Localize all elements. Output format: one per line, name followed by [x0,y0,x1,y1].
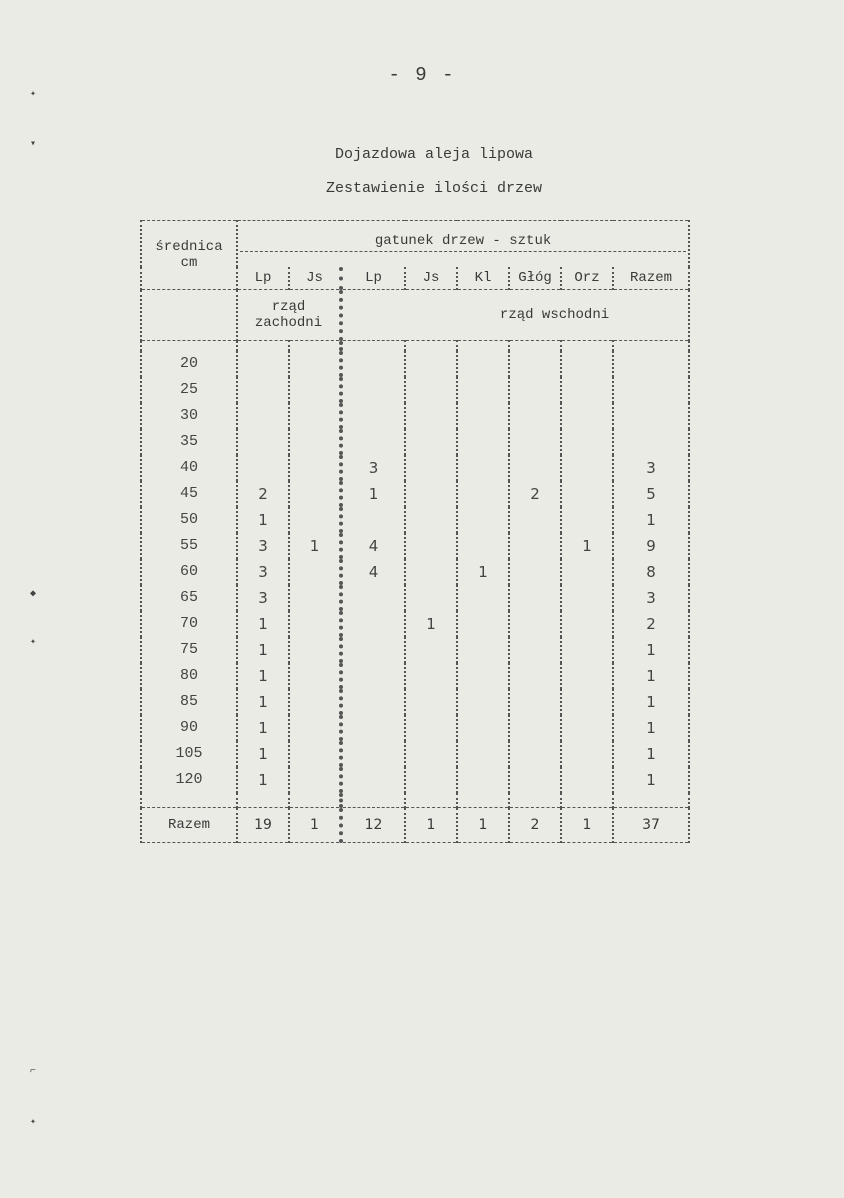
table-row [141,481,689,507]
table-row [141,377,689,403]
count-cell [341,741,405,767]
count-cell [405,533,457,559]
total-cell: 12 [341,808,405,843]
count-cell [341,637,405,663]
diameter-cell: 45 [141,481,237,507]
table-row [141,507,689,533]
diameter-cell: 50 [141,507,237,533]
count-cell [457,403,509,429]
count-cell [509,663,561,689]
total-row [141,808,689,843]
count-cell [457,585,509,611]
diameter-cell: 60 [141,559,237,585]
total-cell: 2 [509,808,561,843]
table-row [141,585,689,611]
count-cell [457,351,509,377]
count-cell [405,741,457,767]
diameter-cell: 75 [141,637,237,663]
count-cell [405,559,457,585]
count-cell: 1 [289,533,341,559]
diameter-unit: cm [180,255,198,271]
count-cell [289,715,341,741]
count-cell: 1 [237,637,289,663]
count-cell: 3 [237,533,289,559]
count-cell [561,767,613,793]
margin-mark: ✦ [30,89,37,100]
table-row [141,689,689,715]
table-row [141,741,689,767]
table-row [141,611,689,637]
count-cell [561,455,613,481]
count-cell [457,533,509,559]
col-header-lp-east: Lp [341,267,405,290]
count-cell: 1 [237,663,289,689]
total-cell: 37 [613,808,689,843]
document-title: Dojazdowa aleja lipowa [334,146,534,163]
count-cell: 3 [237,559,289,585]
count-cell [561,689,613,715]
count-cell: 1 [613,715,689,741]
count-cell [457,741,509,767]
diameter-header [141,221,237,290]
count-cell [509,611,561,637]
count-cell [509,403,561,429]
count-cell [613,377,689,403]
count-cell [561,663,613,689]
count-cell [509,429,561,455]
count-cell: 2 [509,481,561,507]
margin-mark: ✦ [30,1117,37,1128]
diameter-cell: 20 [141,351,237,377]
diameter-cell: 65 [141,585,237,611]
count-cell [289,403,341,429]
count-cell [341,377,405,403]
count-cell [237,455,289,481]
count-cell: 1 [237,741,289,767]
count-cell [561,611,613,637]
diameter-cell: 25 [141,377,237,403]
count-cell [405,689,457,715]
count-cell: 4 [341,559,405,585]
margin-mark: ◆ [30,589,37,600]
count-cell [561,741,613,767]
count-cell [341,585,405,611]
count-cell [341,767,405,793]
count-cell [457,481,509,507]
row-east-label: rząd wschodni [341,290,689,341]
count-cell: 3 [341,455,405,481]
col-header-lp-west: Lp [237,267,289,290]
col-header-razem: Razem [613,267,689,290]
count-cell [341,611,405,637]
count-cell: 1 [613,637,689,663]
total-cell: 1 [289,808,341,843]
diameter-cell: 80 [141,663,237,689]
row-west-label: rząd zachodni [237,290,341,341]
count-cell [289,663,341,689]
count-cell [561,351,613,377]
count-cell: 1 [341,481,405,507]
count-cell [237,377,289,403]
count-cell [509,559,561,585]
count-cell [509,377,561,403]
count-cell [457,637,509,663]
count-cell [289,585,341,611]
count-cell [405,507,457,533]
count-cell: 1 [613,663,689,689]
count-cell [561,637,613,663]
count-cell [289,455,341,481]
margin-mark: ✦ [30,637,37,648]
count-cell [509,715,561,741]
count-cell [341,429,405,455]
count-cell [457,767,509,793]
count-cell [405,455,457,481]
count-cell [289,377,341,403]
count-cell [561,715,613,741]
count-cell [289,741,341,767]
count-cell [509,689,561,715]
total-cell: 1 [457,808,509,843]
tree-count-table [140,220,690,843]
count-cell [405,637,457,663]
count-cell [405,481,457,507]
total-label: Razem [141,808,237,843]
diameter-cell: 55 [141,533,237,559]
count-cell [457,429,509,455]
count-cell: 5 [613,481,689,507]
count-cell [289,637,341,663]
count-cell [509,637,561,663]
table-row [141,663,689,689]
diameter-cell: 35 [141,429,237,455]
diameter-cell: 105 [141,741,237,767]
count-cell [405,377,457,403]
count-cell [509,767,561,793]
table-row [141,715,689,741]
count-cell [561,403,613,429]
row-side-header [141,290,689,341]
count-cell [509,455,561,481]
count-cell: 1 [613,689,689,715]
count-cell [561,559,613,585]
diameter-cell: 70 [141,611,237,637]
group-header [237,221,689,268]
count-cell [561,429,613,455]
count-cell [341,689,405,715]
table-row [141,533,689,559]
count-cell [405,585,457,611]
count-cell [341,663,405,689]
count-cell: 8 [613,559,689,585]
page-number: - 9 - [388,64,456,86]
count-cell: 1 [613,741,689,767]
margin-mark: ⌐ [30,1066,37,1077]
count-cell: 1 [237,611,289,637]
table-row [141,559,689,585]
count-cell [561,481,613,507]
document-subtitle: Zestawienie ilości drzew [325,180,543,197]
count-cell [237,429,289,455]
count-cell [457,507,509,533]
count-cell [613,429,689,455]
margin-mark: ▾ [30,139,37,150]
count-cell [509,585,561,611]
table-row [141,403,689,429]
count-cell: 3 [237,585,289,611]
count-cell: 3 [613,455,689,481]
table-row [141,351,689,377]
count-cell [289,481,341,507]
table-row [141,455,689,481]
count-cell [237,351,289,377]
count-cell: 1 [405,611,457,637]
col-header-js-east: Js [405,267,457,290]
total-cell: 1 [405,808,457,843]
count-cell [289,507,341,533]
count-cell [237,403,289,429]
count-cell: 1 [237,507,289,533]
count-cell: 1 [457,559,509,585]
col-header-kl: Kl [457,267,509,290]
count-cell [457,689,509,715]
count-cell [405,429,457,455]
count-cell: 2 [237,481,289,507]
count-cell [509,507,561,533]
total-cell: 1 [561,808,613,843]
count-cell: 1 [237,767,289,793]
count-cell [613,351,689,377]
col-header-glog: Głóg [509,267,561,290]
count-cell [341,351,405,377]
count-cell: 2 [613,611,689,637]
count-cell [561,507,613,533]
table-row [141,429,689,455]
count-cell [405,663,457,689]
count-cell: 1 [237,715,289,741]
col-header-orz: Orz [561,267,613,290]
count-cell: 9 [613,533,689,559]
table-row [141,637,689,663]
diameter-cell: 85 [141,689,237,715]
count-cell [509,351,561,377]
count-cell [457,715,509,741]
count-cell [509,533,561,559]
count-cell [405,715,457,741]
count-cell [613,403,689,429]
count-cell: 1 [561,533,613,559]
table-row [141,767,689,793]
diameter-cell: 120 [141,767,237,793]
diameter-cell: 30 [141,403,237,429]
count-cell [289,351,341,377]
count-cell: 3 [613,585,689,611]
count-cell: 1 [237,689,289,715]
count-cell [457,611,509,637]
diameter-cell: 90 [141,715,237,741]
count-cell: 1 [613,507,689,533]
count-cell [561,377,613,403]
count-cell [289,611,341,637]
table-header-row [141,221,689,268]
count-cell [289,429,341,455]
count-cell [289,689,341,715]
col-header-js-west: Js [289,267,341,290]
diameter-cell: 40 [141,455,237,481]
count-cell [509,741,561,767]
count-cell [457,455,509,481]
count-cell [405,403,457,429]
count-cell [457,377,509,403]
count-cell [289,559,341,585]
count-cell [405,767,457,793]
count-cell [405,351,457,377]
count-cell [341,715,405,741]
total-cell: 19 [237,808,289,843]
count-cell [289,767,341,793]
group-header-label: gatunek drzew - sztuk [240,233,686,252]
count-cell: 1 [613,767,689,793]
diameter-label: średnica [155,239,223,255]
count-cell [341,403,405,429]
count-cell [561,585,613,611]
count-cell [341,507,405,533]
count-cell [457,663,509,689]
count-cell: 4 [341,533,405,559]
